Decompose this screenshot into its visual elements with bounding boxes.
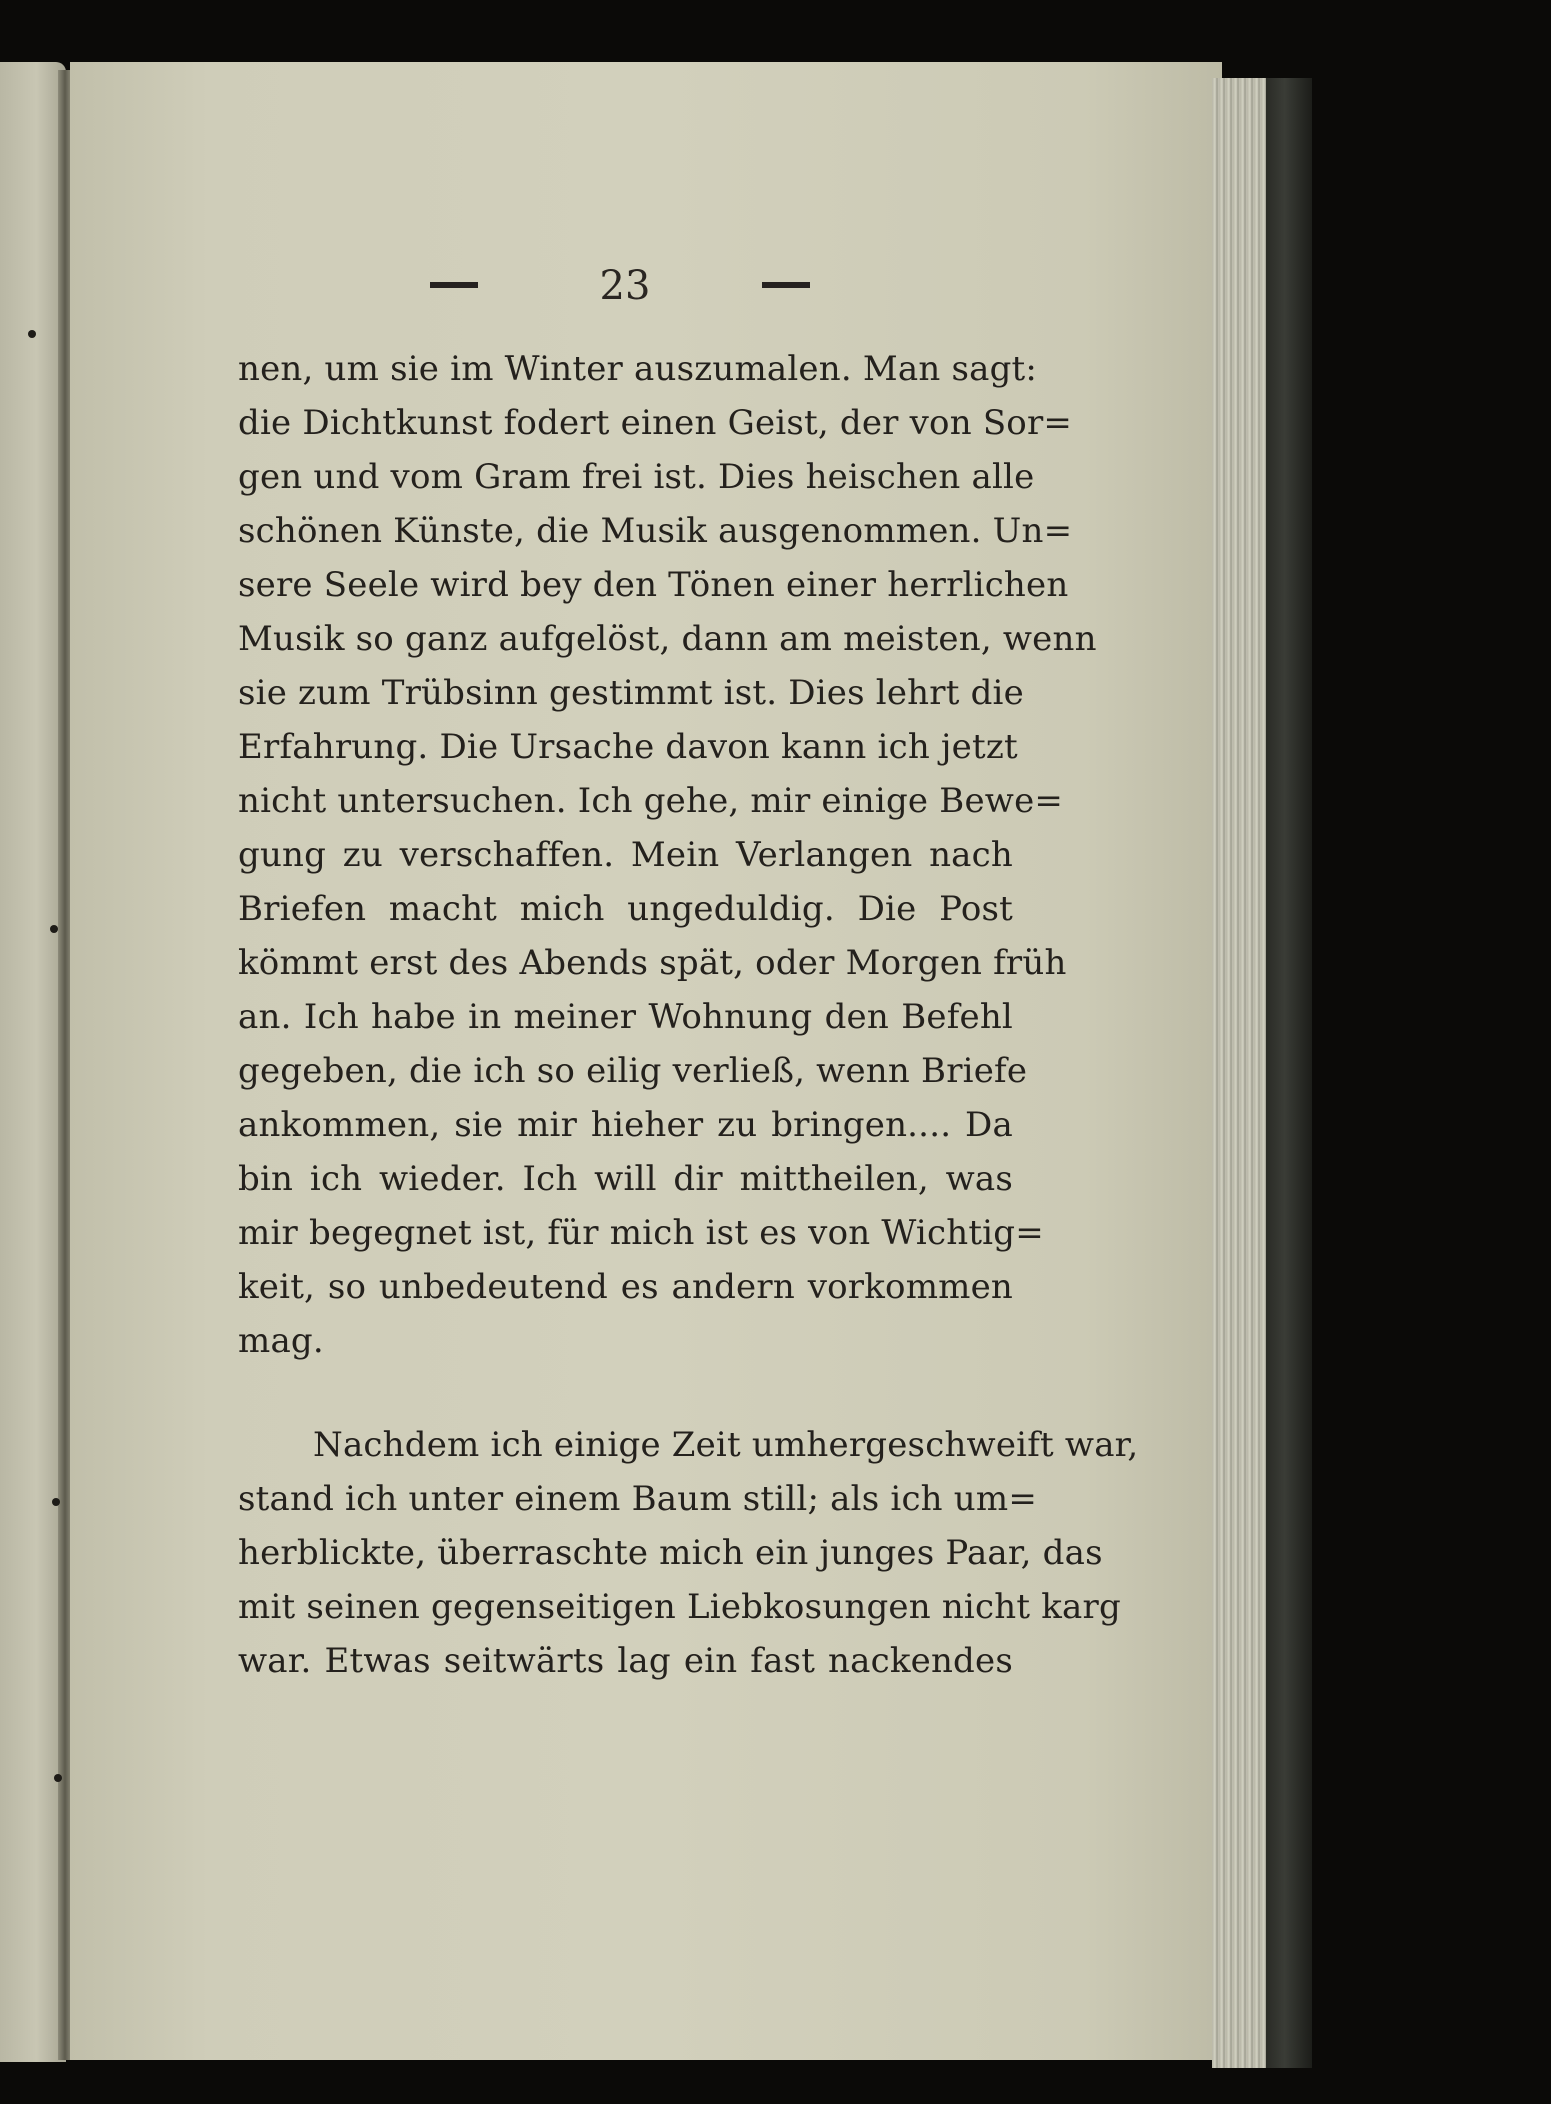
text-line: mit seinen gegenseitigen Liebkosungen nicht karg	[238, 1587, 1121, 1627]
text-line: kömmt erst des Abends spät, oder Morgen früh	[238, 943, 1067, 983]
text-line: Musik so ganz aufgelöst, dann am meisten, wenn	[238, 619, 1097, 659]
text-line: Nachdem ich einige Zeit umhergeschweift war,	[313, 1425, 1139, 1465]
text-line: herblickte, überraschte mich ein junges Paar, das	[238, 1533, 1103, 1573]
text-line: sie zum Trübsinn gestimmt ist. Dies lehrt die	[238, 673, 1024, 713]
text-line: ankommen, sie mir hieher zu bringen.... Da	[238, 1105, 1013, 1145]
text-line: sere Seele wird bey den Tönen einer herrlichen	[238, 565, 1069, 605]
text-line: gen und vom Gram frei ist. Dies heischen alle	[238, 457, 1035, 497]
page-number: 23	[599, 263, 651, 309]
header-dash-right	[762, 282, 810, 288]
binding-mark	[50, 925, 58, 933]
text-line: Briefen macht mich ungeduldig. Die Post	[238, 889, 1013, 929]
text-line: stand ich unter einem Baum still; als ich um=	[238, 1479, 1038, 1519]
text-line: die Dichtkunst fodert einen Geist, der von Sor=	[238, 403, 1073, 443]
text-line: war. Etwas seitwärts lag ein fast nackendes	[238, 1641, 1013, 1681]
body-text	[238, 342, 1139, 1688]
text-line: keit, so unbedeutend es andern vorkommen	[238, 1267, 1013, 1307]
paragraph-gap	[238, 1368, 1013, 1418]
paragraph-2	[238, 1418, 1139, 1688]
binding-mark	[52, 1498, 60, 1506]
text-line: schönen Künste, die Musik ausgenommen. Un=	[238, 511, 1073, 551]
text-line: gung zu verschaffen. Mein Verlangen nach	[238, 835, 1013, 875]
header-dash-left	[430, 282, 478, 288]
text-line: nicht untersuchen. Ich gehe, mir einige Bewe=	[238, 781, 1064, 821]
text-line: mag.	[238, 1321, 324, 1361]
text-line: an. Ich habe in meiner Wohnung den Befehl	[238, 997, 1013, 1037]
text-line: nen, um sie im Winter auszumalen. Man sagt:	[238, 349, 1038, 389]
text-line: gegeben, die ich so eilig verließ, wenn Briefe	[238, 1051, 1028, 1091]
text-line: mir begegnet ist, für mich ist es von Wichtig=	[238, 1213, 1044, 1253]
page-stack-edge	[1212, 78, 1272, 2068]
book-cover-edge	[1266, 78, 1312, 2068]
text-line: bin ich wieder. Ich will dir mittheilen, was	[238, 1159, 1013, 1199]
binding-mark	[28, 330, 36, 338]
binding-mark	[54, 1774, 62, 1782]
paragraph-1	[238, 342, 1097, 1368]
previous-page-edge	[0, 62, 66, 2062]
page-header	[430, 263, 810, 309]
text-line: Erfahrung. Die Ursache davon kann ich jetzt	[238, 727, 1018, 767]
